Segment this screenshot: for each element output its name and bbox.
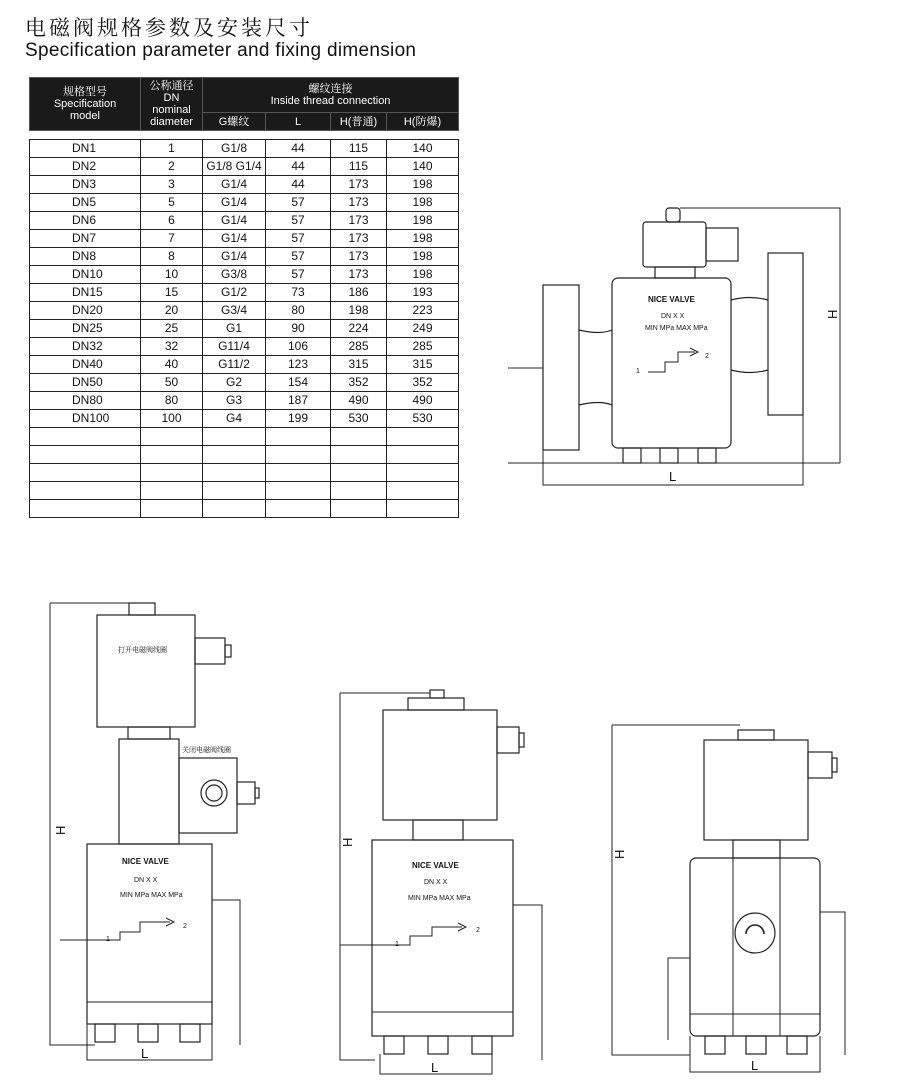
cell-h-ex: 198 <box>387 230 459 248</box>
cell-h-ex: 223 <box>387 302 459 320</box>
flanged-valve-drawing <box>508 208 840 485</box>
cell-dn: 80 <box>141 392 203 410</box>
header-dn-3: diameter <box>150 116 193 128</box>
cell-g: G1/2 <box>203 284 266 302</box>
cell-model: DN50 <box>30 374 141 392</box>
cell-l: 57 <box>266 194 331 212</box>
cell-dn: 7 <box>141 230 203 248</box>
cell-dn: 5 <box>141 194 203 212</box>
side-view-valve-drawing <box>612 725 845 1073</box>
knob-arrow-icon <box>746 925 764 934</box>
port-out-2: 2 <box>183 923 187 930</box>
cell-h-ex: 198 <box>387 212 459 230</box>
cell-dn: 8 <box>141 248 203 266</box>
foot-4a <box>705 1036 725 1054</box>
dim-l-label-3: L <box>431 1060 439 1075</box>
foot-3 <box>698 448 716 463</box>
cell-g: G1 <box>203 320 266 338</box>
cell-dn: 20 <box>141 302 203 320</box>
header-dn-1: DN <box>163 92 180 104</box>
coil-cap-3 <box>430 690 444 698</box>
cell-g: G1/4 <box>203 212 266 230</box>
cell-model: DN25 <box>30 320 141 338</box>
cell-h-ex: 315 <box>387 356 459 374</box>
dim-h-line-3 <box>340 693 430 1060</box>
cell-l: 199 <box>266 410 331 428</box>
coil-cap-2 <box>129 603 155 615</box>
coil-top-3 <box>408 698 464 710</box>
cell-model: DN20 <box>30 302 141 320</box>
cell-model: DN1 <box>30 140 141 158</box>
foot-2b <box>138 1024 158 1042</box>
cell-l: 57 <box>266 230 331 248</box>
foot-2 <box>660 448 678 463</box>
cell-h-ex: 193 <box>387 284 459 302</box>
cell-dn: 32 <box>141 338 203 356</box>
cell-g: G1/8 <box>203 140 266 158</box>
foot-4c <box>787 1036 807 1054</box>
cell-model: DN10 <box>30 266 141 284</box>
cell-h-normal: 173 <box>331 212 387 230</box>
cell-g: G1/4 <box>203 194 266 212</box>
cell-h-ex: 352 <box>387 374 459 392</box>
cell-dn: 40 <box>141 356 203 374</box>
cell-l: 123 <box>266 356 331 374</box>
port-out-3: 2 <box>476 927 480 934</box>
coil-label-close: 关闭电磁阀线圈 <box>182 747 231 754</box>
cell-model: DN6 <box>30 212 141 230</box>
plate-name-2: NICE VALVE <box>122 857 169 866</box>
header-model-en-2: model <box>70 110 100 122</box>
cell-l: 80 <box>266 302 331 320</box>
cell-h-normal: 173 <box>331 230 387 248</box>
header-dn-2: nominal <box>152 104 191 116</box>
lower-connector <box>237 782 255 804</box>
port-out-1: 2 <box>705 353 709 360</box>
cell-h-normal: 173 <box>331 194 387 212</box>
cell-h-normal: 530 <box>331 410 387 428</box>
cell-h-normal: 173 <box>331 266 387 284</box>
dim-l-label-4: L <box>751 1058 759 1073</box>
flow-arrow-3 <box>340 927 462 945</box>
dim-l-line-2 <box>87 900 240 1060</box>
middle-body <box>119 739 179 844</box>
dim-h-line-2 <box>50 603 95 1045</box>
page-title-en: Specification parameter and fixing dimension <box>25 40 417 61</box>
cell-l: 90 <box>266 320 331 338</box>
cell-h-normal: 198 <box>331 302 387 320</box>
cell-g: G3/4 <box>203 302 266 320</box>
dim-h-label-1: H <box>825 309 840 319</box>
cell-l: 154 <box>266 374 331 392</box>
cell-g: G4 <box>203 410 266 428</box>
dim-h-line <box>508 208 840 463</box>
standard-valve-drawing <box>340 690 542 1075</box>
cell-dn: 25 <box>141 320 203 338</box>
double-coil-valve-drawing <box>50 603 259 1061</box>
cell-l: 57 <box>266 212 331 230</box>
plate-small-1: MIN MPa MAX MPa <box>645 325 708 332</box>
dim-l-line-4 <box>690 912 845 1072</box>
cell-g: G1/8 G1/4 <box>203 158 266 176</box>
header-thread-en: Inside thread connection <box>270 95 391 107</box>
dim-l-label-1: L <box>669 469 677 484</box>
cell-dn: 6 <box>141 212 203 230</box>
cell-dn: 2 <box>141 158 203 176</box>
cell-g: G2 <box>203 374 266 392</box>
cell-dn: 1 <box>141 140 203 158</box>
connector-4 <box>808 752 832 778</box>
cell-dn: 15 <box>141 284 203 302</box>
plate-dn-3: DN X X <box>424 879 448 886</box>
connector-tip-4 <box>832 758 837 772</box>
cell-h-normal: 115 <box>331 140 387 158</box>
cell-l: 187 <box>266 392 331 410</box>
valve-body-4 <box>690 858 820 1036</box>
cell-g: G11/4 <box>203 338 266 356</box>
upper-connector <box>195 638 225 664</box>
cell-model: DN5 <box>30 194 141 212</box>
header-model-cn: 规格型号 <box>63 86 107 98</box>
cell-dn: 3 <box>141 176 203 194</box>
cell-h-normal: 173 <box>331 248 387 266</box>
cell-h-normal: 224 <box>331 320 387 338</box>
cell-model: DN7 <box>30 230 141 248</box>
cell-h-ex: 490 <box>387 392 459 410</box>
cell-h-normal: 285 <box>331 338 387 356</box>
cell-dn: 100 <box>141 410 203 428</box>
page-title-cn: 电磁阀规格参数及安装尺寸 <box>25 16 313 40</box>
stem-3 <box>413 820 463 840</box>
port-in-3: 1 <box>395 941 399 948</box>
valve-body-2 <box>87 844 212 1024</box>
stem <box>655 267 695 278</box>
cell-g: G11/2 <box>203 356 266 374</box>
cell-l: 57 <box>266 266 331 284</box>
cell-h-normal: 315 <box>331 356 387 374</box>
cell-g: G1/4 <box>203 176 266 194</box>
coil-cap-4 <box>738 730 774 740</box>
cell-g: G3/8 <box>203 266 266 284</box>
plate-name-1: NICE VALVE <box>648 295 695 304</box>
header-h-ex: H(防爆) <box>387 113 459 131</box>
cell-h-ex: 249 <box>387 320 459 338</box>
cell-h-normal: 490 <box>331 392 387 410</box>
header-h-normal: H(普通) <box>331 113 387 131</box>
cell-l: 44 <box>266 158 331 176</box>
cell-h-ex: 198 <box>387 248 459 266</box>
cell-h-ex: 198 <box>387 176 459 194</box>
upper-coil <box>97 615 195 727</box>
cell-h-normal: 173 <box>331 176 387 194</box>
cell-h-normal: 186 <box>331 284 387 302</box>
foot-3c <box>472 1036 492 1054</box>
dim-l-label-2: L <box>141 1046 149 1061</box>
cell-l: 73 <box>266 284 331 302</box>
coil-label-open: 打开电磁阀线圈 <box>118 647 167 654</box>
cell-model: DN32 <box>30 338 141 356</box>
flange-right <box>768 253 803 415</box>
cell-g: G1/4 <box>203 248 266 266</box>
cell-h-normal: 115 <box>331 158 387 176</box>
upper-stem <box>128 727 170 739</box>
cell-l: 44 <box>266 176 331 194</box>
coil-cap <box>666 208 680 222</box>
flange-left <box>543 285 579 450</box>
connector-box <box>706 228 738 261</box>
cell-model: DN40 <box>30 356 141 374</box>
pipe-left <box>579 330 612 405</box>
lower-coil-port <box>201 780 227 806</box>
cell-h-ex: 140 <box>387 140 459 158</box>
coil-4 <box>704 740 808 840</box>
dim-h-line-4 <box>612 725 740 1055</box>
cell-model: DN15 <box>30 284 141 302</box>
cell-model: DN2 <box>30 158 141 176</box>
dim-h-label-2: H <box>53 825 68 835</box>
flow-arrow <box>648 352 695 372</box>
foot-3a <box>384 1036 404 1054</box>
coil-3 <box>383 710 497 820</box>
connector-3 <box>497 727 519 753</box>
foot-2c <box>180 1024 200 1042</box>
dim-h-label-4: H <box>612 849 627 859</box>
cell-h-normal: 352 <box>331 374 387 392</box>
port-in-2: 1 <box>106 936 110 943</box>
dim-h-label-3: H <box>340 837 355 847</box>
cell-h-ex: 285 <box>387 338 459 356</box>
foot-3b <box>428 1036 448 1054</box>
plate-name-3: NICE VALVE <box>412 861 459 870</box>
cell-dn: 50 <box>141 374 203 392</box>
cell-model: DN3 <box>30 176 141 194</box>
header-thread-cn: 螺纹连接 <box>308 83 353 95</box>
manual-knob <box>735 913 775 953</box>
cell-model: DN8 <box>30 248 141 266</box>
stem-4 <box>733 840 780 858</box>
header-dn-cn: 公称通径 <box>149 80 194 92</box>
coil-housing <box>643 222 706 267</box>
cell-g: G1/4 <box>203 230 266 248</box>
side-leader-4 <box>668 958 690 1040</box>
cell-l: 106 <box>266 338 331 356</box>
foot-1 <box>623 448 641 463</box>
header-l: L <box>266 113 331 131</box>
foot-4b <box>746 1036 766 1054</box>
lower-connector-tip <box>255 788 259 798</box>
cell-h-ex: 198 <box>387 266 459 284</box>
cell-g: G3 <box>203 392 266 410</box>
plate-small-3: MIN MPa MAX MPa <box>408 895 471 902</box>
cell-l: 57 <box>266 248 331 266</box>
plate-small-2: MIN MPa MAX MPa <box>120 892 183 899</box>
pipe-right <box>731 298 768 373</box>
lower-coil-port-inner <box>206 785 222 801</box>
header-g: G螺纹 <box>203 113 266 131</box>
plate-dn-1: DN X X <box>661 313 685 320</box>
flow-arrow-2 <box>60 922 170 940</box>
cell-model: DN80 <box>30 392 141 410</box>
connector-tip-3 <box>519 733 524 747</box>
plate-dn-2: DN X X <box>134 877 158 884</box>
cell-model: DN100 <box>30 410 141 428</box>
cell-h-ex: 530 <box>387 410 459 428</box>
cell-l: 44 <box>266 140 331 158</box>
cell-h-ex: 198 <box>387 194 459 212</box>
cell-h-ex: 140 <box>387 158 459 176</box>
lower-coil <box>179 758 237 833</box>
upper-connector-tip <box>225 645 231 657</box>
cell-dn: 10 <box>141 266 203 284</box>
header-model-en: Specification <box>53 98 117 110</box>
foot-2a <box>95 1024 115 1042</box>
port-in-1: 1 <box>636 368 640 375</box>
